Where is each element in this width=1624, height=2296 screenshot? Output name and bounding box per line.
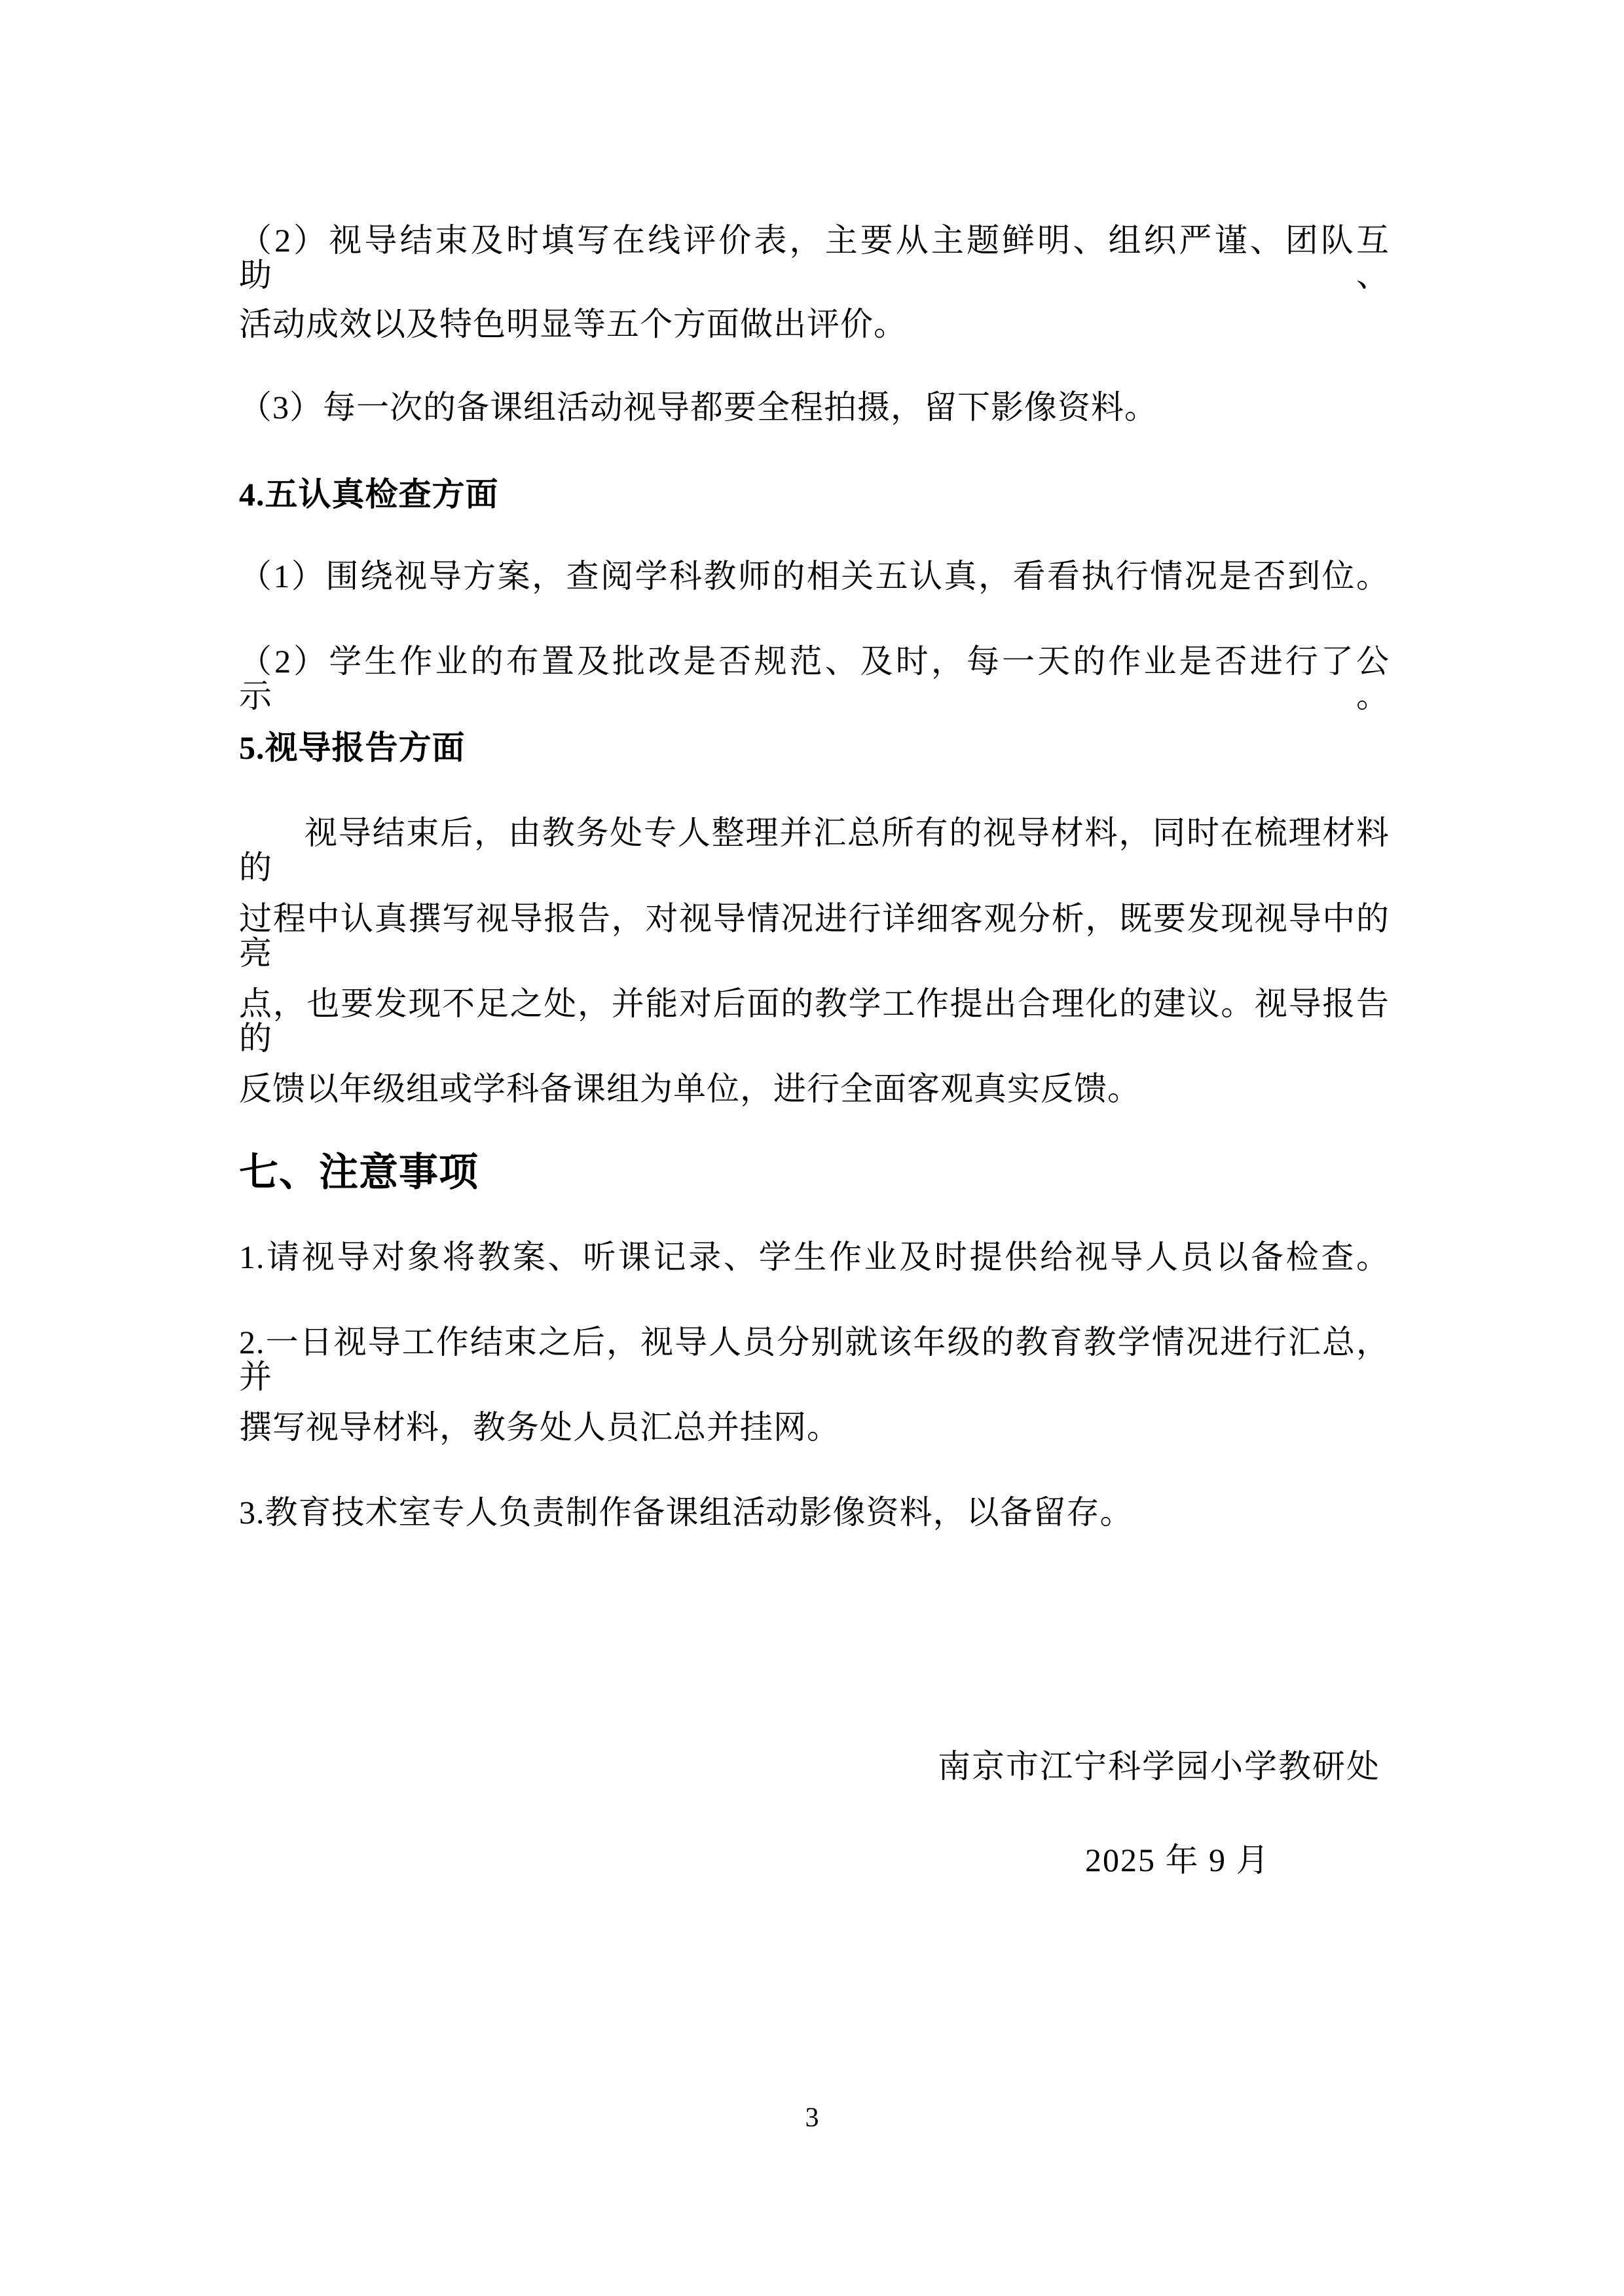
paragraph-line: 点，也要发现不足之处，并能对后面的教学工作提出合理化的建议。视导报告的 (239, 985, 1390, 1057)
paragraph-line: 过程中认真撰写视导报告，对视导情况进行详细客观分析，既要发现视导中的亮 (239, 900, 1390, 972)
paragraph-line: （1）围绕视导方案，查阅学科教师的相关五认真，看看执行情况是否到位。 (239, 558, 1390, 594)
paragraph-line: 反馈以年级组或学科备课组为单位，进行全面客观真实反馈。 (239, 1070, 1141, 1107)
paragraph-line: （3）每一次的备课组活动视导都要全程拍摄，留下影像资料。 (239, 389, 1158, 426)
paragraph-line: 视导结束后，由教务处专人整理并汇总所有的视导材料，同时在梳理材料的 (239, 814, 1390, 886)
section-heading-report: 5.视导报告方面 (239, 729, 466, 766)
signature-organization: 南京市江宁科学园小学教研处 (938, 1748, 1380, 1785)
paragraph-line: （2）视导结束及时填写在线评价表，主要从主题鲜明、组织严谨、团队互助、 (239, 222, 1390, 293)
signature-date: 2025 年 9 月 (1085, 1842, 1270, 1878)
paragraph-line: 2.一日视导工作结束之后，视导人员分别就该年级的教育教学情况进行汇总，并 (239, 1324, 1390, 1395)
section-heading-five-checks: 4.五认真检查方面 (239, 476, 499, 513)
paragraph-line: 3.教育技术室专人负责制作备课组活动影像资料，以备留存。 (239, 1494, 1134, 1531)
paragraph-line: （2）学生作业的布置及批改是否规范、及时，每一天的作业是否进行了公示。 (239, 643, 1390, 714)
section-heading-notes: 七、注意事项 (239, 1151, 479, 1194)
page-number: 3 (805, 2103, 819, 2133)
paragraph-line: 活动成效以及特色明显等五个方面做出评价。 (239, 306, 907, 342)
paragraph-line: 1.请视导对象将教案、听课记录、学生作业及时提供给视导人员以备检查。 (239, 1239, 1390, 1275)
paragraph-line: 撰写视导材料，教务处人员汇总并挂网。 (239, 1409, 840, 1446)
